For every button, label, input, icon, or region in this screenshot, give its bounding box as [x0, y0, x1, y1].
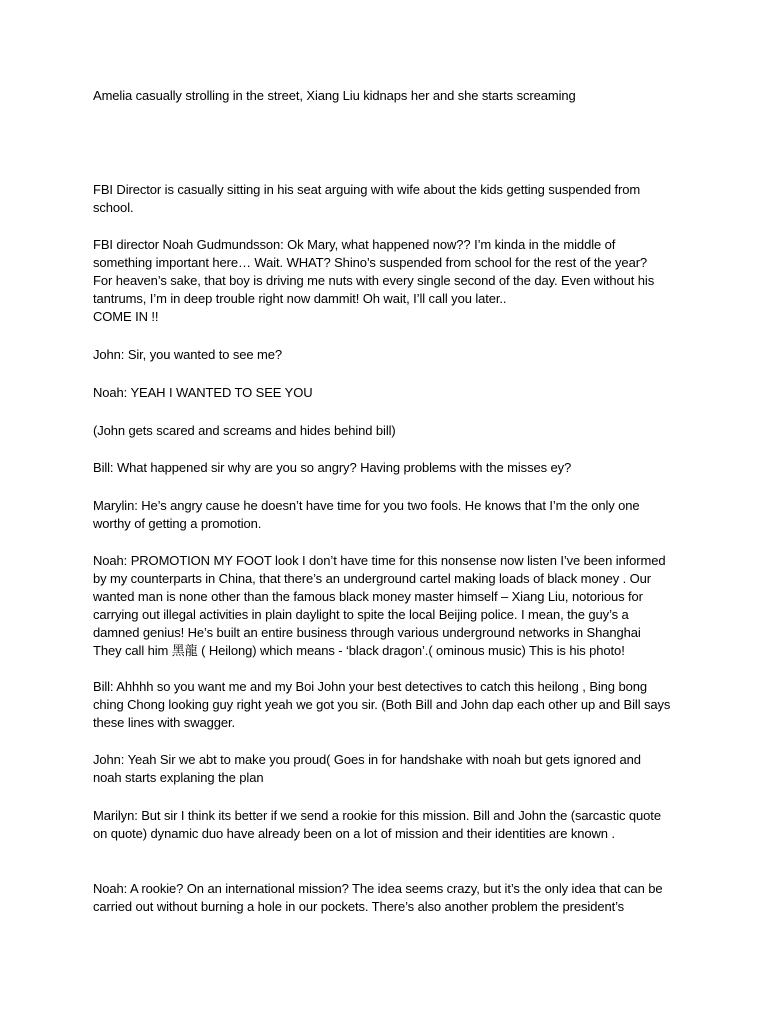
text-line: these lines with swagger.: [93, 715, 236, 730]
paragraph-scene-fbi-director: [93, 181, 683, 217]
text-line: worthy of getting a promotion.: [93, 516, 262, 531]
text-line: They call him 黑龍 ( Heilong) which means - ‘black dragon’.( ominous music) This is his photo!: [93, 643, 625, 658]
paragraph-scene-amelia: [93, 87, 683, 105]
paragraph-noah-rookie: [93, 880, 683, 916]
text-line: ching Chong looking guy right yeah we got you sir. (Both Bill and John dap each other up and Bill says: [93, 697, 671, 712]
text-line: (John gets scared and screams and hides behind bill): [93, 423, 396, 438]
paragraph-stage-direction: [93, 422, 683, 440]
text-line: Marylin: He’s angry cause he doesn’t have time for you two fools. He knows that I’m the only one: [93, 498, 640, 513]
text-line: carried out without burning a hole in our pockets. There’s also another problem the president’s: [93, 899, 625, 914]
text-line: noah starts explaning the plan: [93, 770, 264, 785]
text-line: carrying out illegal activities in plain daylight to spite the local Beijing police. I mean, the guy’s a: [93, 607, 629, 622]
text-line: tantrums, I’m in deep trouble right now dammit! Oh wait, I’ll call you later..: [93, 291, 507, 306]
text-line: FBI director Noah Gudmundsson: Ok Mary, what happened now?? I’m kinda in the middle of: [93, 237, 616, 252]
text-line: John: Sir, you wanted to see me?: [93, 347, 283, 362]
paragraph-noah-shout: [93, 384, 683, 402]
text-line: Noah: PROMOTION MY FOOT look I don’t have time for this nonsense now listen I’ve been informed: [93, 553, 666, 568]
paragraph-john-line: [93, 346, 683, 364]
text-line: by my counterparts in China, that there’s an underground cartel making loads of black money . Our: [93, 571, 652, 586]
text-line: John: Yeah Sir we abt to make you proud( Goes in for handshake with noah but gets ignored and: [93, 752, 641, 767]
paragraph-marilyn-rookie: [93, 807, 683, 843]
text-line: school.: [93, 200, 134, 215]
paragraph-bill-response: [93, 678, 683, 732]
paragraph-bill-question: [93, 459, 683, 477]
text-line: For heaven’s sake, that boy is driving me nuts with every single second of the day. Even without his: [93, 273, 655, 288]
text-line: Bill: What happened sir why are you so angry? Having problems with the misses ey?: [93, 460, 572, 475]
text-line: Amelia casually strolling in the street, Xiang Liu kidnaps her and she starts screaming: [93, 88, 576, 103]
text-line: Noah: YEAH I WANTED TO SEE YOU: [93, 385, 313, 400]
text-line: wanted man is none other than the famous black money master himself – Xiang Liu, notorious for: [93, 589, 643, 604]
text-line: Marilyn: But sir I think its better if we send a rookie for this mission. Bill and John the (sarcastic quote: [93, 808, 661, 823]
text-line: something important here… Wait. WHAT? Shino’s suspended from school for the rest of the year?: [93, 255, 648, 270]
text-line: on quote) dynamic duo have already been on a lot of mission and their identities are known .: [93, 826, 615, 841]
paragraph-marylin-line: [93, 497, 683, 533]
paragraph-noah-phone-call: [93, 236, 683, 326]
text-line: damned genius! He’s built an entire business through various underground networks in Shanghai: [93, 625, 641, 640]
text-line: FBI Director is casually sitting in his seat arguing with wife about the kids getting suspended from: [93, 182, 641, 197]
text-line: Noah: A rookie? On an international mission? The idea seems crazy, but it’s the only idea that can be: [93, 881, 663, 896]
text-line: COME IN !!: [93, 309, 159, 324]
paragraph-noah-briefing: [93, 552, 683, 660]
text-line: Bill: Ahhhh so you want me and my Boi John your best detectives to catch this heilong , Bing bong: [93, 679, 647, 694]
paragraph-john-handshake: [93, 751, 683, 787]
